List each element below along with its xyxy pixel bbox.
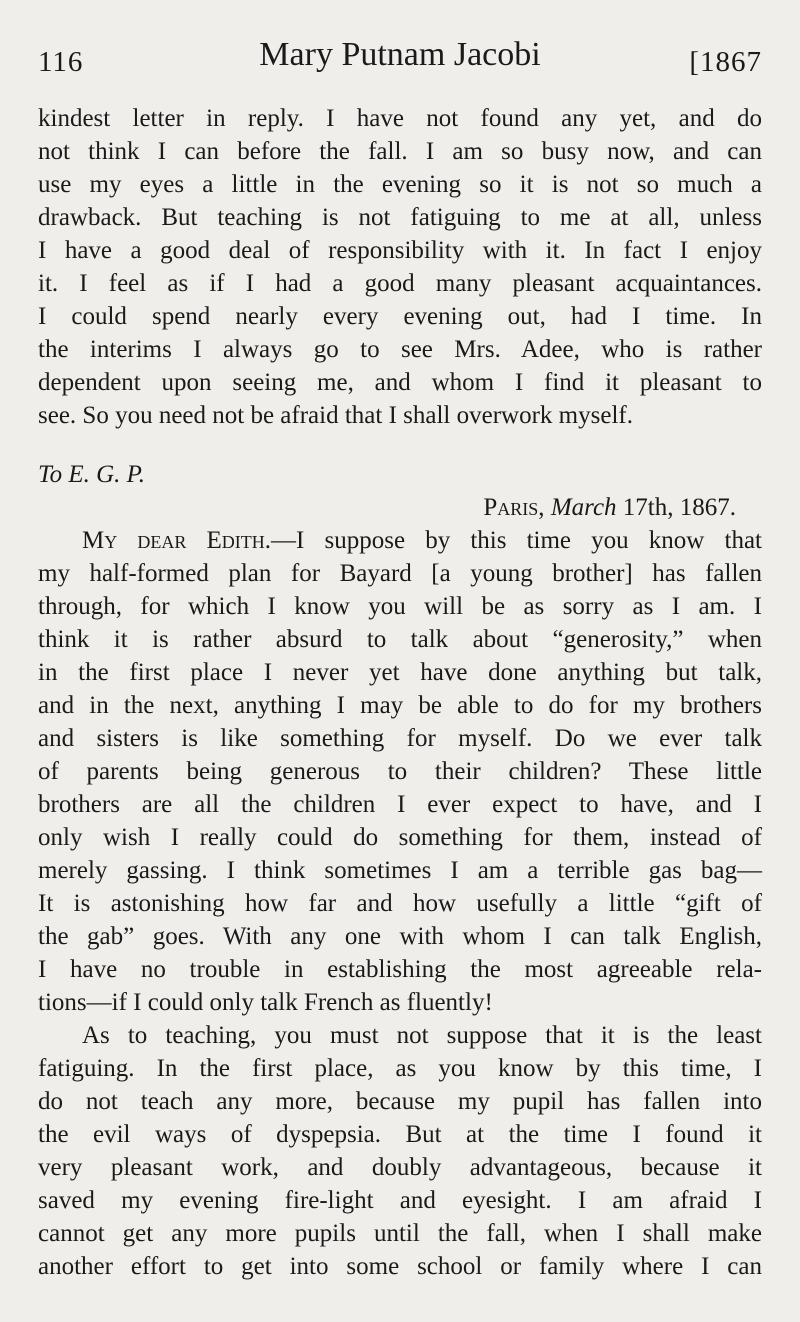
section-gap (38, 432, 762, 458)
text-line: It is astonishing how far and how usefully a little “gift of (38, 890, 762, 917)
text-line: and in the next, anything I may be able to do for my brothers (38, 692, 762, 719)
salutation-continuation: —I suppose by this time you know that (271, 527, 762, 554)
letter-paragraph-2 (38, 1019, 762, 1283)
text-line: cannot get any more pupils until the fall, when I shall make (38, 1220, 762, 1247)
text-line: the gab” goes. With any one with whom I can talk English, (38, 923, 762, 950)
text-line: merely gassing. I think sometimes I am a terrible gas bag— (38, 857, 762, 884)
text-line: another effort to get into some school or family where I can (38, 1253, 762, 1280)
text-line: see. So you need not be afraid that I shall overwork myself. (38, 402, 633, 429)
text-line: use my eyes a little in the evening so it is not so much a (38, 171, 762, 198)
text-line: very pleasant work, and doubly advantageous, because it (38, 1154, 762, 1181)
running-title: Mary Putnam Jacobi (259, 36, 541, 73)
text-line: dependent upon seeing me, and whom I find it pleasant to (38, 369, 762, 396)
text-line: fatiguing. In the first place, as you know by this time, I (38, 1055, 762, 1082)
letter-paragraph-1 (38, 524, 762, 1019)
text-line: and sisters is like something for myself. Do we ever talk (38, 725, 762, 752)
text-line: As to teaching, you must not suppose that it is the least (82, 1022, 762, 1049)
text-line: it. I feel as if I had a good many pleasant acquaintances. (38, 270, 762, 297)
continued-paragraph (38, 102, 762, 432)
page-number: 116 (38, 46, 84, 78)
letter-addressee: To E. G. P. (38, 461, 145, 488)
text-line: not think I can before the fall. I am so busy now, and can (38, 138, 762, 165)
text-line (38, 524, 762, 557)
text-line: I have no trouble in establishing the most agreeable rela- (38, 956, 762, 983)
text-line: saved my evening fire-light and eyesight. I am afraid I (38, 1187, 762, 1214)
text-line: kindest letter in reply. I have not found any yet, and do (38, 105, 762, 132)
dateline-day: 17th, 1867. (622, 494, 736, 521)
text-line: tions—if I could only talk French as fluently! (38, 989, 493, 1016)
text-line: my half-formed plan for Bayard [a young brother] has fallen (38, 560, 762, 587)
dateline-month: March (550, 494, 617, 521)
running-head (38, 36, 762, 88)
text-line: through, for which I know you will be as sorry as I am. I (38, 593, 762, 620)
letter-dateline (38, 491, 762, 524)
text-line: the interims I always go to see Mrs. Adee, who is rather (38, 336, 762, 363)
text-line: of parents being generous to their children? These little (38, 758, 762, 785)
letter-salutation: My dear Edith. (82, 527, 272, 554)
text-line: only wish I really could do something for them, instead of (38, 824, 762, 851)
text-line: think it is rather absurd to talk about “generosity,” when (38, 626, 762, 653)
text-line: the evil ways of dyspepsia. But at the time I found it (38, 1121, 762, 1148)
text-line: in the first place I never yet have done anything but talk, (38, 659, 762, 686)
text-line: do not teach any more, because my pupil has fallen into (38, 1088, 762, 1115)
text-line: brothers are all the children I ever expect to have, and I (38, 791, 762, 818)
dateline-place: Paris, (483, 494, 545, 521)
text-line: drawback. But teaching is not fatiguing to me at all, unless (38, 204, 762, 231)
text-line: I could spend nearly every evening out, had I time. In (38, 303, 762, 330)
running-year: [1867 (689, 46, 762, 78)
text-line: I have a good deal of responsibility with it. In fact I enjoy (38, 237, 762, 264)
